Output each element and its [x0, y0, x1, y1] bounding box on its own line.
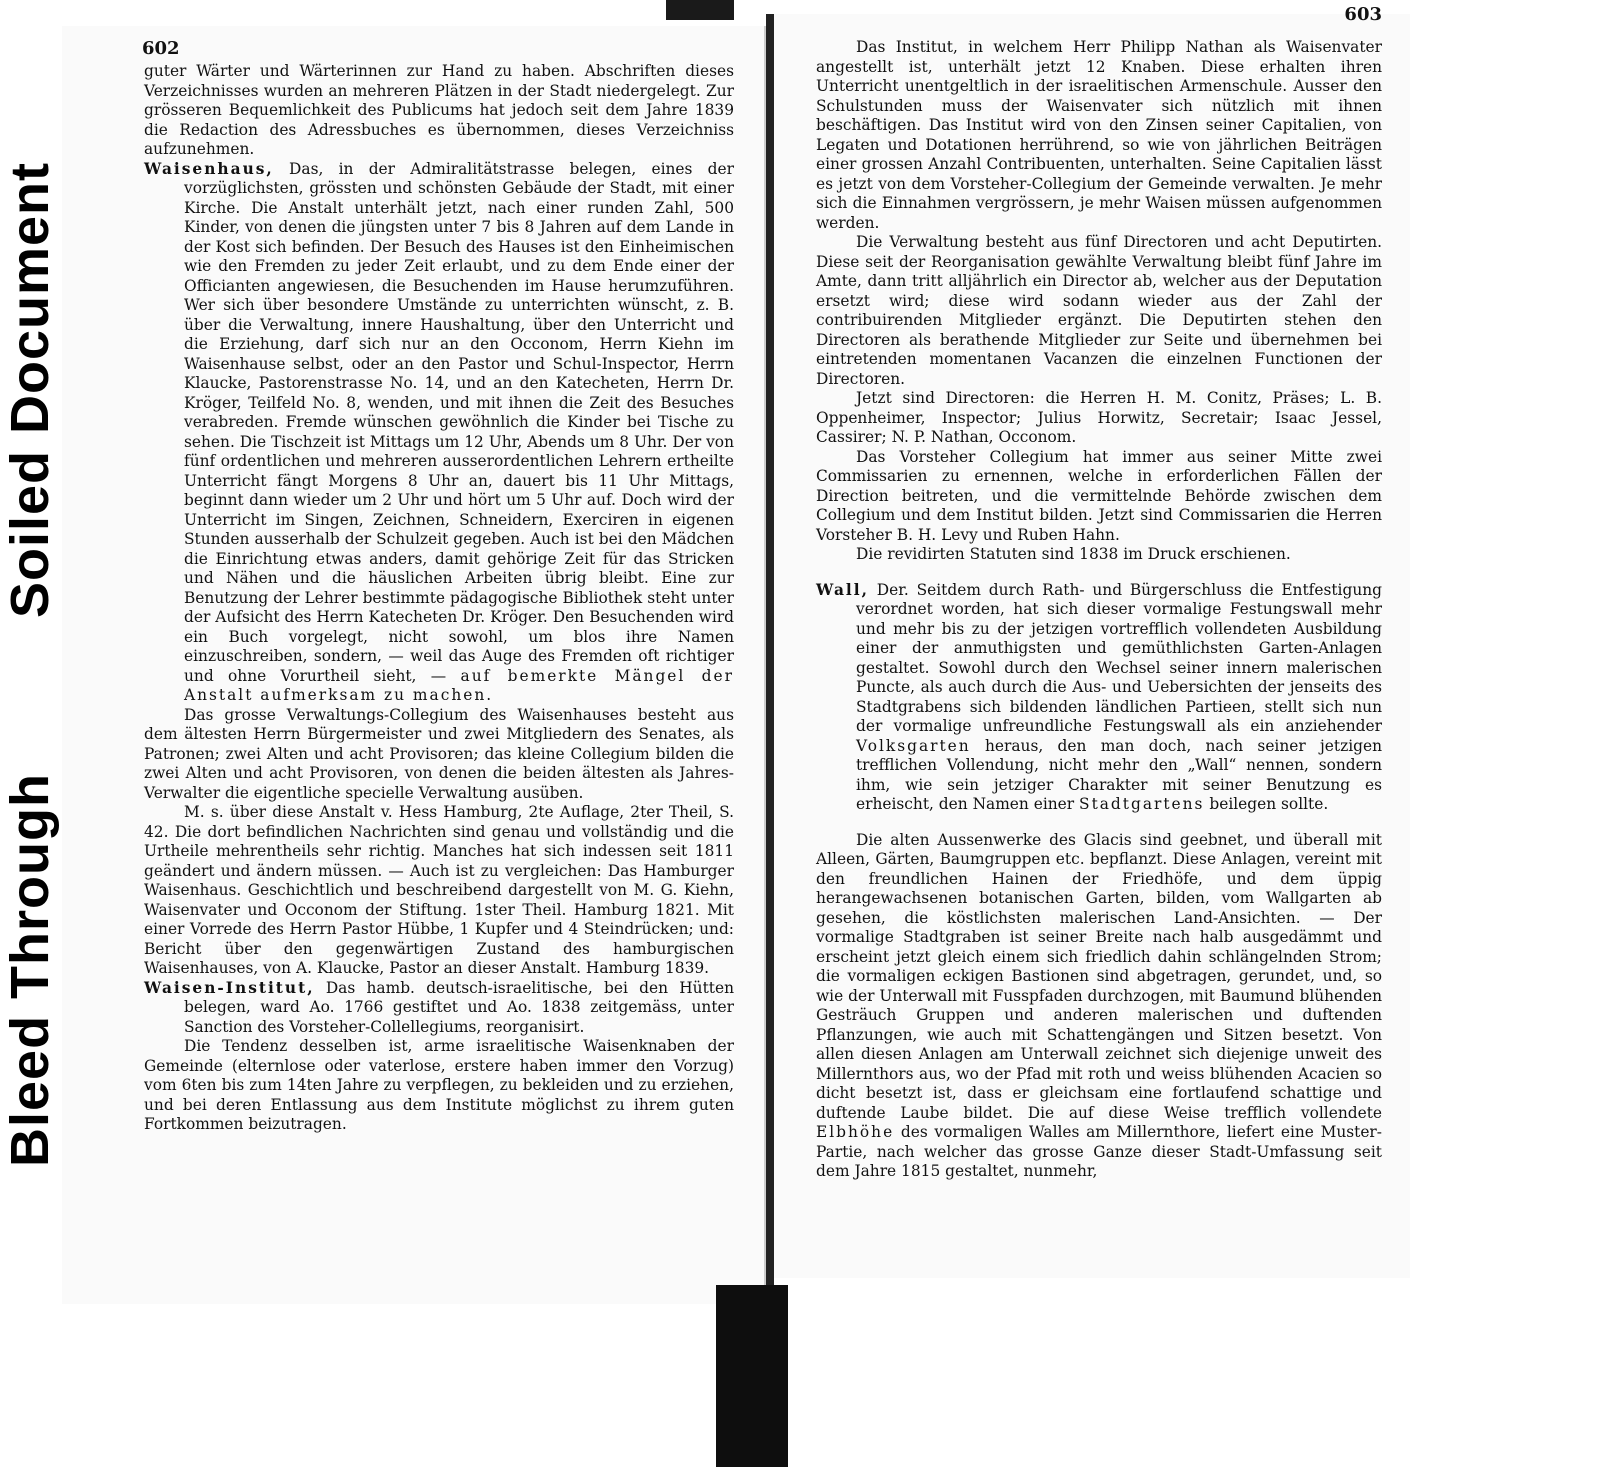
entry-waisenhaus-spaced: auf bemerkte Mängel der Anstalt aufmerksam zu machen.: [184, 666, 734, 704]
binding-gutter-bottom: [716, 1285, 788, 1467]
entry-wall: [816, 581, 1382, 815]
left-page-text: [144, 62, 734, 1135]
binding-gutter-top: [666, 0, 734, 20]
left-paragraph-3: Das grosse Verwaltungs-Collegium des Waisenhauses besteht aus dem ältesten Herrn Bürgermeister und zwei Mitgliedern des Senates, als Patronen; zwei Alten und acht Provisoren; das kleine Collegium bilden die zwei Alten und acht Provisoren, von denen die beiden ältesten als Jahres-Verwalter die eigentliche specielle Verwaltung ausüben.: [144, 705, 734, 802]
right-paragraph-1: Das Institut, in welchem Herr Philipp Nathan als Waisenvater angestellt ist, unterhält jetzt 12 Knaben. Diese erhalten ihren Unterricht unentgeltlich in der israelitischen Armenschule. Ausser den Schulstunden muss der Waisenvater sich nützlich mit ihnen beschäftigen. Das Institut wird von den Zinsen seiner Capitalien, von Legaten und Dotationen herrührend, so wie von jährlichen Beiträgen einer grossen Anzahl Contribuenten, unterhalten. Seine Capitalien lässt es jetzt von dem Vorsteher-Collegium der Gemeinde verwalten. Je mehr sich die Einnahmen vergrössern, je mehr Waisen müssen aufgenommen werden.: [816, 38, 1382, 232]
entry-waisenhaus: [144, 160, 734, 706]
right-paragraph-4: Das Vorsteher Collegium hat immer aus seiner Mitte zwei Commissarien zu ernennen, welche in erforderlichen Fällen der Direction beitreten, und die vermittelnde Behörde zwischen dem Collegium und dem Institut bilden. Jetzt sind Commissarien die Herren Vorsteher B. H. Levy und Ruben Hahn.: [816, 447, 1382, 544]
right-paragraph-7: [816, 831, 1382, 1182]
right-paragraph-2: Die Verwaltung besteht aus fünf Directoren und acht Deputirten. Diese seit der Reorganisation gewählte Verwaltung bleibt fünf Jahre im Amte, dann tritt alljährlich ein Director ab, welcher aus der Deputation ersetzt wird; diese wird sodann wieder aus der Zahl der contribuirenden Mitglieder ergänzt. Die Deputirten stehen den Directoren als berathende Mitglieder zur Seite und übernehmen bei eintretenden momentanen Vacanzen die einzelnen Functionen der Directoren.: [816, 233, 1382, 388]
entry-wall-text-end: beilegen sollte.: [1204, 795, 1329, 813]
right-paragraph-3: Jetzt sind Directoren: die Herren H. M. Conitz, Präses; L. B. Oppenheimer, Inspector; Julius Horwitz, Secretair; Isaac Jessel, Cassirer; N. P. Nathan, Occonom.: [816, 389, 1382, 446]
entry-waisen-institut-heading: Waisen-Institut,: [144, 978, 315, 997]
right-page-number: 603: [1344, 4, 1382, 25]
left-paragraph-6: Die Tendenz desselben ist, arme israelitische Waisenknaben der Gemeinde (elternlose oder vaterlose, erstere haben immer den Vorzug) vom 6ten bis zum 14ten Jahre zu verpflegen, zu bekleiden und zu erziehen, und bei deren Entlassung aus dem Institute möglichst zu ihrem guten Fortkommen beizutragen.: [144, 1037, 734, 1133]
entry-waisen-institut: [144, 979, 734, 1038]
bleed-through-stamp: [0, 750, 60, 1190]
right-paragraph-7-spaced: Elbhöhe: [816, 1123, 895, 1141]
left-page-number: 602: [142, 38, 180, 59]
right-page-text: [816, 38, 1382, 1182]
entry-wall-spaced-volksgarten: Volksgarten: [856, 736, 971, 755]
right-paragraph-5: Die revidirten Statuten sind 1838 im Druck erschienen.: [856, 545, 1291, 563]
left-paragraph-4: M. s. über diese Anstalt v. Hess Hamburg, 2te Auflage, 2ter Theil, S. 42. Die dort befindlichen Nachrichten sind genau und vollständig und die Urtheile mehrentheils sehr richtig. Manches hat sich indessen seit 1811 geändert und ändern müssen. — Auch ist zu vergleichen: Das Hamburger Waisenhaus. Geschichtlich und beschreibend dargestellt von M. G. Kiehn, Waisenvater und Occonom der Stiftung. 1ster Theil. Hamburg 1821. Mit einer Vorrede des Herrn Pastor Hübbe, 1 Kupfer und 4 Steindrücken; und: Bericht über den gegenwärtigen Zustand des hamburgischen Waisenhauses, von A. Klaucke, Pastor an dieser Anstalt. Hamburg 1839.: [144, 803, 734, 977]
entry-waisen-institut-text: Das hamb. deutsch-israelitische, bei den Hütten belegen, ward Ao. 1766 gestiftet und Ao. 1838 zeitgemäss, unter Sanction des Vorsteher-Collellegiums, reorganisirt.: [184, 978, 734, 1036]
right-paragraph-7-text: Die alten Aussenwerke des Glacis sind geebnet, und überall mit Alleen, Gärten, Baumgruppen etc. bepflanzt. Diese Anlagen, vereint mit den freundlichen Hainen der Friedhöfe, und dem üppig herangewachsenen botanischen Garten, bilden, vom Wallgarten ab gesehen, die köstlichsten malerischen Land-Ansichten. — Der vormalige Stadtgraben ist seiner Breite nach halb ausgedämmt und erscheint jetzt gleich einem sich friedlich dahin schlängelnden Strom; die vormaligen eckigen Bastionen sind abgetragen, gerundet, und, so wie der Unterwall mit Fusspfaden durchzogen, mit Baumund blühenden Gesträuch Gruppen und anderen malerischen und duftenden Pflanzungen, wie auch mit Schattengängen und Sitzen besetzt. Von allen diesen Anlagen am Unterwall zeichnet sich diejenige unweit des Millernthors aus, wo der Pfad mit roth und weiss blühenden Acacien so dicht besetzt ist, dass er gleichsam eine fortlaufend schattige und duftende Laube bildet. Die auf diese Weise trefflich vollendete: [816, 830, 1382, 1122]
entry-wall-text-mid: heraus, den man doch, nach seiner jetzigen trefflichen Vollendung, nicht mehr den „Wall“ nennen, sondern ihm, wie sein jetziger Charakter mit seiner Benutzung es erheischt, den Namen einer: [856, 736, 1382, 813]
soiled-document-label: Soiled Document: [0, 161, 60, 619]
left-page: [62, 26, 768, 1304]
entry-wall-heading: Wall,: [816, 580, 869, 599]
book-spine: [766, 14, 774, 1304]
right-paragraph-7-end: des vormaligen Walles am Millernthore, liefert eine Muster-Partie, nach welcher das grosse Ganze dieser Stadt-Umfassung seit dem Jahre 1815 gestaltet, nunmehr,: [816, 1123, 1382, 1180]
right-page: [774, 4, 1410, 1278]
entry-waisenhaus-heading: Waisenhaus,: [144, 159, 274, 178]
entry-waisenhaus-text: Das, in der Admiralitätstrasse belegen, eines der vorzüglichsten, grössten und schönsten Gebäude der Stadt, mit einer Kirche. Die Anstalt unterhält jetzt, nach einer runden Zahl, 500 Kinder, von denen die jüngsten unter 7 bis 8 Jahren auf dem Lande in der Kost sich befinden. Der Besuch des Hauses ist den Einheimischen wie den Fremden zu jeder Zeit erlaubt, und zu dem Ende einer der Officianten angewiesen, die Besuchenden im Hause herumzuführen. Wer sich über besondere Umstände zu unterrichten wünscht, z. B. über die Verwaltung, innere Haushaltung, über den Unterricht und die Erziehung, darf sich nur an den Occonom, Herrn Kiehn im Waisenhause selbst, oder an den Pastor und Schul-Inspector, Herrn Klaucke, Pastorenstrasse No. 14, und an den Katecheten, Herrn Dr. Kröger, Teilfeld No. 8, wenden, und mit ihnen die Zeit des Besuches verabreden. Fremde wünschen gewöhnlich die Kinder bei Tische zu sehen. Die Tischzeit ist Mittags um 12 Uhr, Abends um 8 Uhr. Der von fünf ordentlichen und mehreren ausserordentlichen Lehrern ertheilte Unterricht fängt Morgens 8 Uhr an, dauert bis 11 Uhr Mittags, beginnt dann wieder um 2 Uhr und hört um 5 Uhr auf. Doch wird der Unterricht im Singen, Zeichnen, Schneidern, Exerciren in eigenen Stunden ausserhalb der Schulzeit gegeben. Auch ist bei den Mädchen die Einrichtung etwas anders, damit gehörige Zeit für das Stricken und Nähen und die häuslichen Arbeiten übrig bleibt. Eine zur Benutzung der Lehrer bestimmte pädagogische Bibliothek steht unter der Aufsicht des Herrn Katecheten Dr. Kröger. Den Besuchenden wird ein Buch vorgelegt, nicht sowohl, um blos ihre Namen einzuschreiben, sondern, — weil das Auge des Fremden oft richtiger und ohne Vorurtheil sieht, —: [184, 159, 734, 685]
bleed-through-label: Bleed Through: [0, 773, 60, 1167]
entry-wall-text: Der. Seitdem durch Rath- und Bürgerschluss die Entfestigung verordnet worden, hat sich dieser vormalige Festungswall mehr und mehr bis zu der jetzigen vortrefflich vollendeten Ausbildung einer der anmuthigsten und gemüthlichsten Garten-Anlagen gestaltet. Sowohl durch den Wechsel seiner innern malerischen Puncte, als auch durch die Aus- und Uebersichten der jenseits des Stadtgrabens sich bildenden ländlichen Partieen, stellt sich nun der vormalige unfreundliche Festungswall als ein anziehender: [856, 580, 1382, 735]
entry-wall-spaced-stadtgartens: Stadtgartens: [1079, 795, 1205, 813]
left-paragraph-1: guter Wärter und Wärterinnen zur Hand zu haben. Abschriften dieses Verzeichnisses wurden an mehreren Plätzen in der Stadt niedergelegt. Zur grösseren Bequemlichkeit des Publicums hat jedoch seit dem Jahre 1839 die Redaction des Adressbuches es übernommen, dieses Verzeichniss aufzunehmen.: [144, 62, 734, 158]
soiled-document-stamp: [0, 150, 60, 630]
